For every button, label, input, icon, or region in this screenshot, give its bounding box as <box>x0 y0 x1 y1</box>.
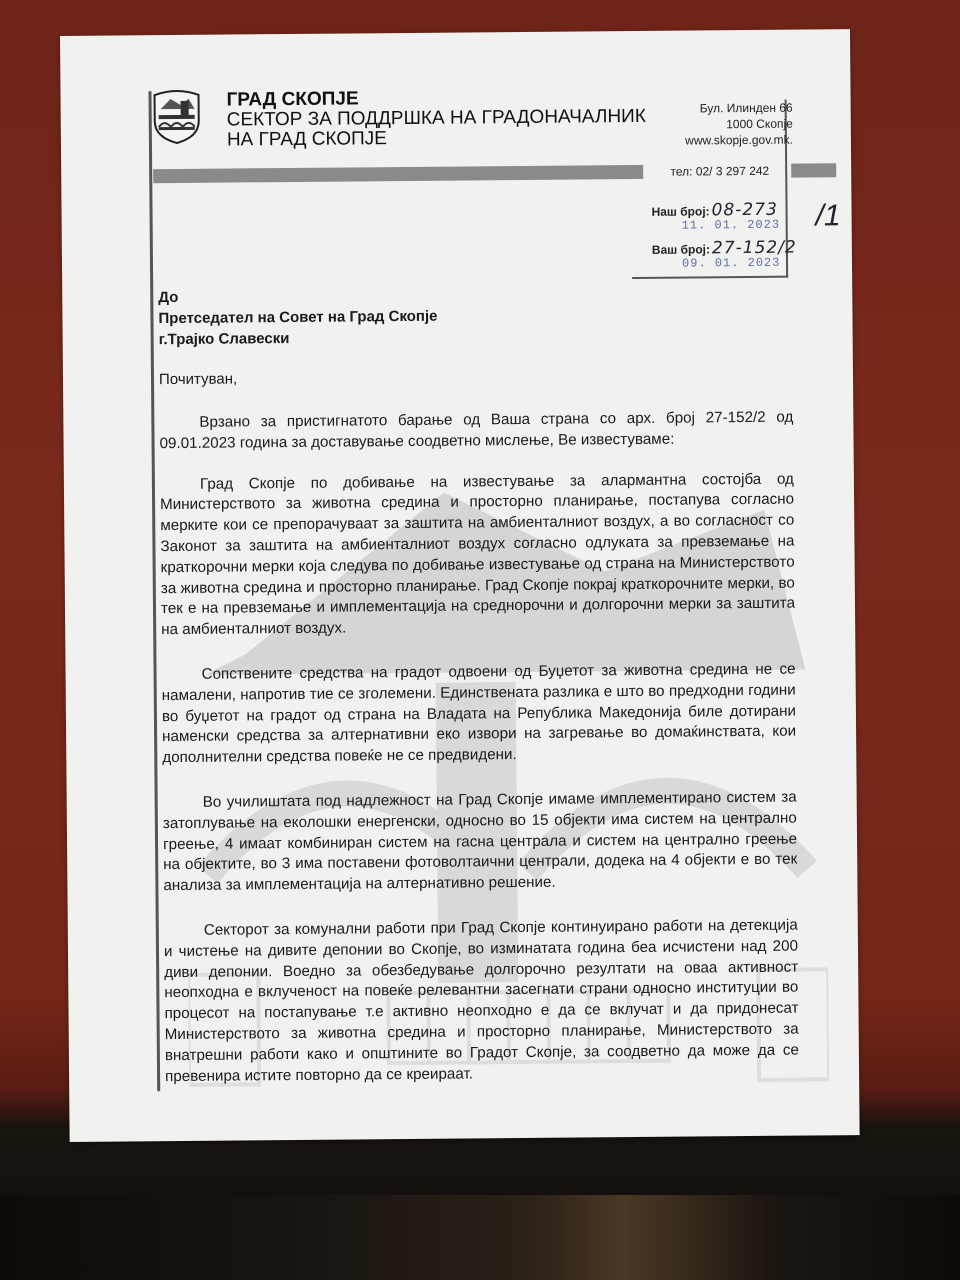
header-band <box>153 165 643 183</box>
organization-header <box>226 87 646 151</box>
paragraph-schools: Во училиштата под надлежност на Град Скопје имаме имплементирано систем за затоплување на еколошки енергенски, односно во 15 објекти има систем на централно греење, 4 имаат комбиниран систем на гасна централа и систем на централно греење на објектите, во 3 има поставени фотоволтаични централи, додека на 4 објекти е во тек анализа за имплементација на алтернативно решение. <box>162 788 798 895</box>
paragraph-intro: Врзано за пристигнатото барање од Ваша страна со арх. број 27-152/2 од 09.01.2023 година за доставување соодветно мислење, Ве известуваме: <box>159 408 794 452</box>
address-city: 1000 Скопје <box>726 116 793 132</box>
addressee-block <box>158 285 438 350</box>
our-date-stamp: 11. 01. 2023 <box>681 217 781 233</box>
left-margin-rule <box>148 91 160 1091</box>
your-number-label: Ваш број: <box>651 242 711 257</box>
phone-number: тел: 02/ 3 297 242 <box>670 163 770 179</box>
paragraph-budget: Сопствените средства на градот одвоени од Буџетот за животна средина не се намалени, напротив тие се зголемени. Единствената разлика е што во предходни години во буџетот на градот од страна на Владата на Република Македонија биле дотирани наменски средства за алтернативни еко извори на загревање во домаќинствата, кои дополнителни средства повеќе не се предвидени. <box>161 660 797 767</box>
greeting: Почитуван, <box>158 370 238 389</box>
paragraph-landfills: Секторот за комунални работи при Град Скопје континуирано работи на детекција и чистење на дивите депонии во Скопје, во изминатата година беа исчистени над 200 диви депонии. Воедно за обезбедување долгорочно резултати на оваа активност неопходна е вклученост на повеќе релевантни засегнати страни односно институции во процесот на постапување т.е активно неопходно е да се вклучат и да придонесат Министерството за животна средина и просторно планирање, Министерството за внатрешни работи како и општините во Градот Скопје, за соодветно да може да се превенира истите повторно да се креираат. <box>163 916 799 1085</box>
org-sector-line1: СЕКТОР ЗА ПОДДРШКА НА ГРАДОНАЧАЛНИК <box>226 105 646 131</box>
floor-background <box>0 1195 960 1280</box>
our-number-suffix: /1 <box>815 199 841 233</box>
addressee-position: Претседател на Совет на Град Скопје <box>158 307 438 328</box>
your-date-stamp: 09. 01. 2023 <box>681 255 781 271</box>
website: www.skopje.gov.mk. <box>685 132 793 148</box>
your-number-handwritten: 27-152/2 <box>711 237 797 259</box>
skopje-coat-of-arms-icon <box>150 87 203 145</box>
letter-body <box>159 408 799 1112</box>
org-title: ГРАД СКОПЈЕ <box>226 88 359 111</box>
header-band-right <box>791 163 836 177</box>
org-sector-line2: НА ГРАД СКОПЈЕ <box>226 128 387 151</box>
addressee-name: г.Трајко Славески <box>158 330 290 349</box>
address-street: Бул. Илинден 66 <box>699 100 793 116</box>
reference-box <box>651 199 841 276</box>
letter-page <box>60 29 860 1142</box>
our-number-label: Наш број: <box>651 204 710 219</box>
address-block <box>685 100 793 149</box>
our-number-handwritten: 08-273 <box>711 199 778 221</box>
addressee-to: До <box>158 288 179 307</box>
paragraph-measures: Град Скопје по добивање на известување за алармантна состојба од Министерството за животна средина и просторно планирање, постапува согласно мерките кои се препорачуваат за заштита на амбиенталниот воздух, а во согласност со Законот за заштита на амбиенталниот воздух согласно одлуката за превземање на краткорочни мерки која следува по добивање известување од страна на Министерството за животна средина и просторно планирање. Град Скопје покрај краткорочните мерки, во тек е на превземање и имплементација на среднорочни и долгорочни мерки за заштита на амбиенталниот воздух. <box>160 470 796 639</box>
